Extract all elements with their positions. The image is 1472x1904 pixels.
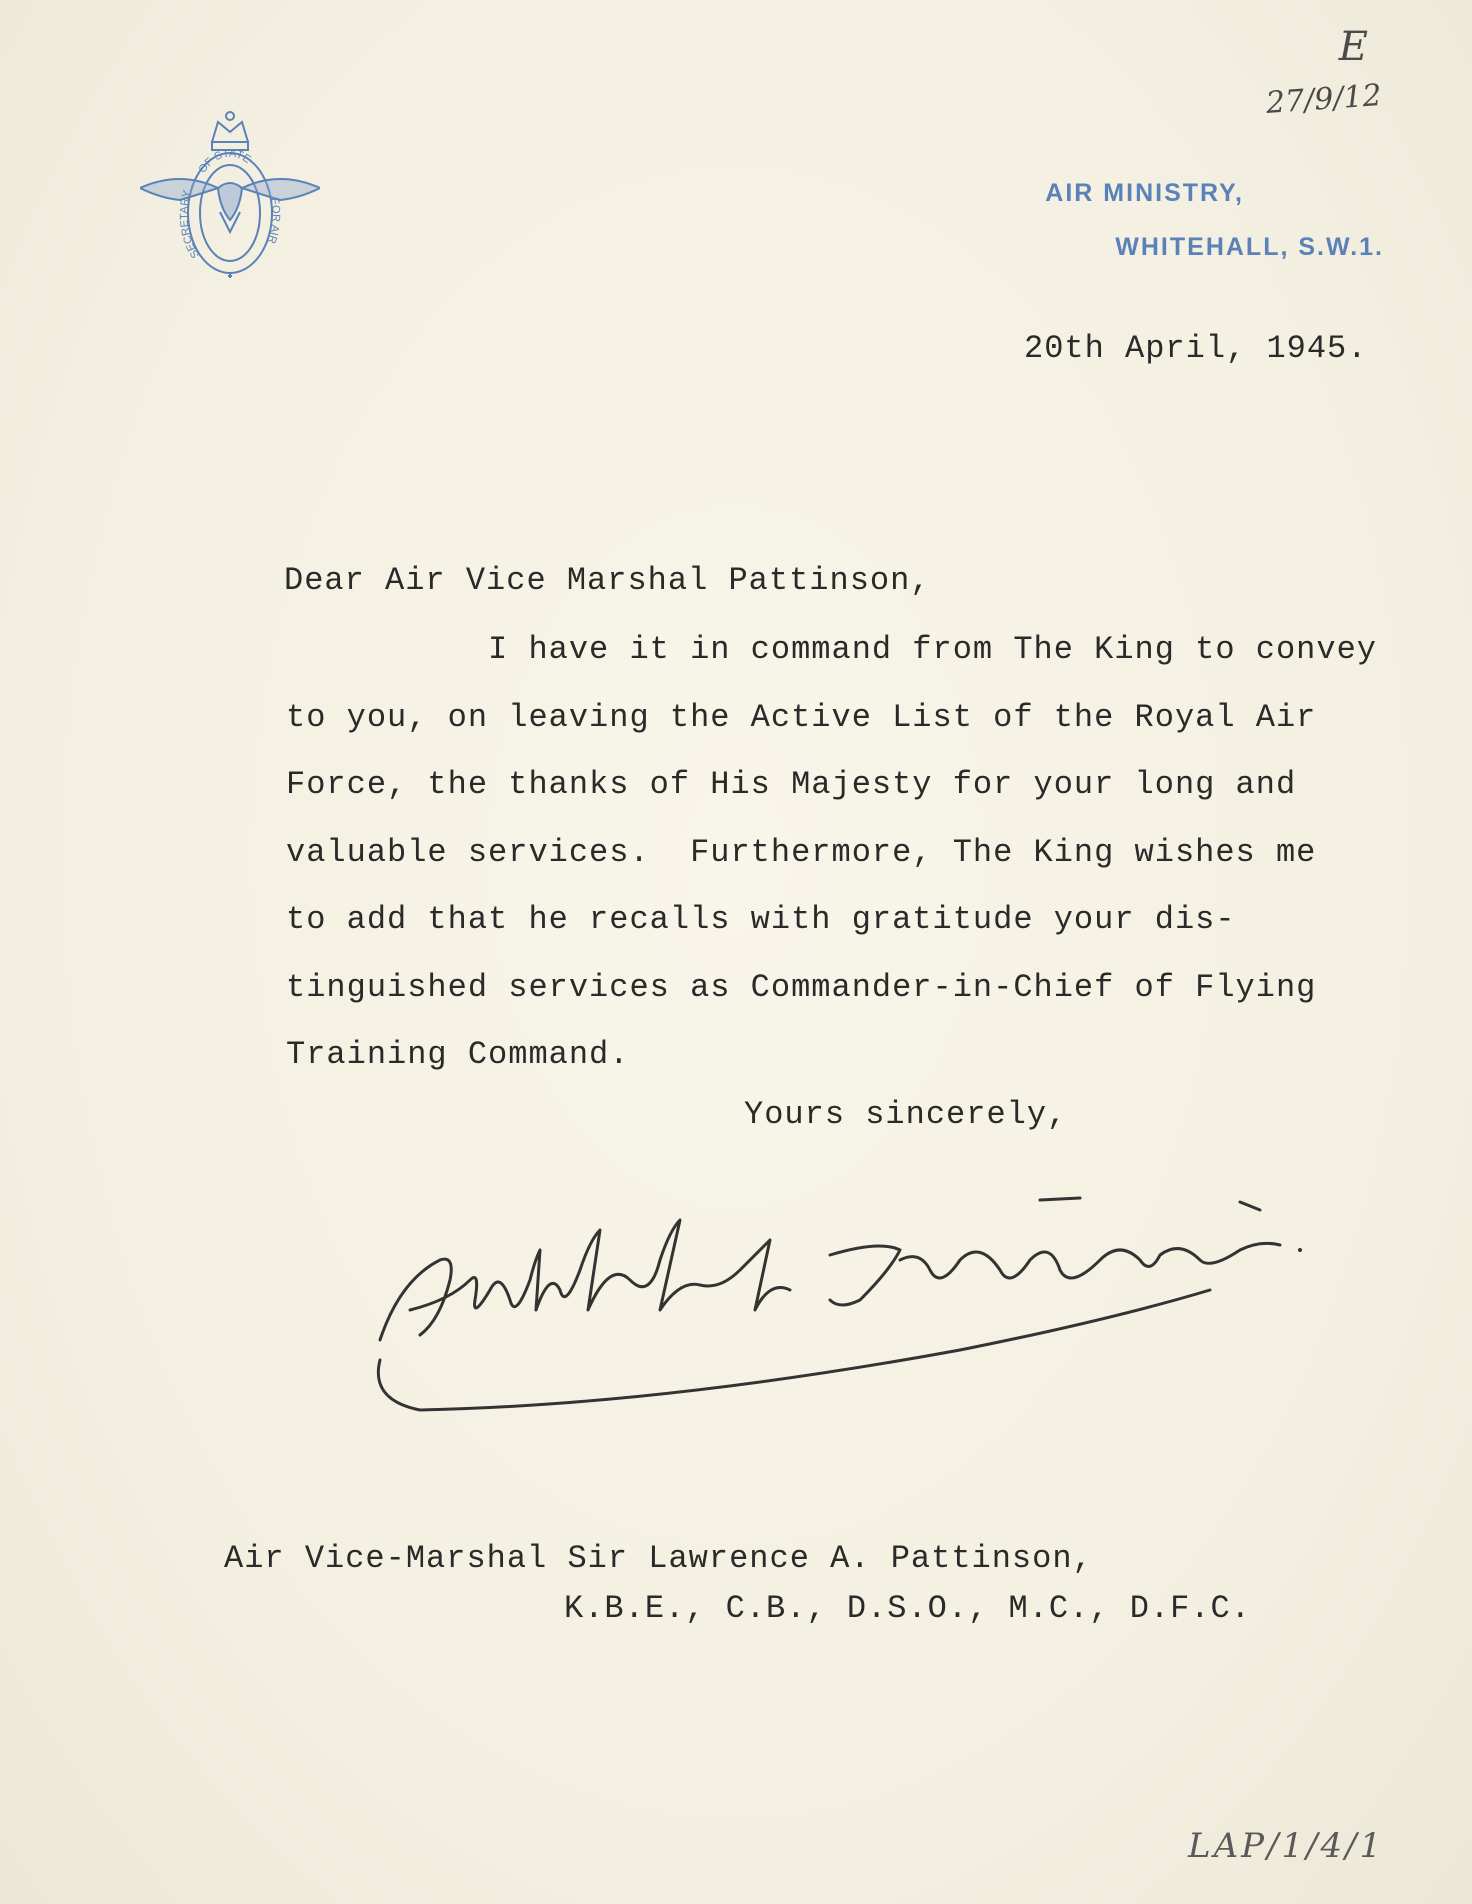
body-line: Training Command.: [286, 1036, 630, 1073]
letterhead-address: [1045, 166, 1384, 274]
handwritten-annotation-date: 27/9/12: [1265, 78, 1384, 121]
body-line: Force, the thanks of His Majesty for your long and: [286, 766, 1297, 803]
handwritten-signature-icon: [360, 1160, 1320, 1420]
crest-top-text: OF STATE: [196, 147, 253, 176]
archive-reference: LAP/1/4/1: [1188, 1826, 1385, 1866]
body-line: I have it in command from The King to convey: [286, 631, 1377, 668]
letter-date: 20th April, 1945.: [1024, 330, 1368, 367]
addressee-honours: K.B.E., C.B., D.S.O., M.C., D.F.C.: [564, 1590, 1251, 1627]
crest-left-text: SECRETARY: [178, 189, 203, 261]
body-line: valuable services. Furthermore, The King wishes me: [286, 833, 1317, 871]
crest-right-text: FOR AIR: [264, 196, 282, 245]
body-line: to you, on leaving the Active List of the Royal Air: [286, 698, 1317, 736]
salutation: Dear Air Vice Marshal Pattinson,: [284, 562, 931, 599]
body-line: to add that he recalls with gratitude your dis-: [286, 901, 1236, 938]
closing: Yours sincerely,: [744, 1096, 1068, 1133]
letterhead-line-1: AIR MINISTRY,: [1045, 179, 1244, 207]
addressee-block: [224, 1534, 1251, 1634]
letterhead-line-2: WHITEHALL, S.W.1.: [1115, 233, 1384, 261]
raf-crest-icon: [140, 108, 320, 288]
svg-text:FOR AIR: [265, 197, 282, 245]
body-line: tinguished services as Commander-in-Chief of Flying: [286, 968, 1317, 1006]
handwritten-annotation-letter: E: [1338, 24, 1368, 70]
addressee-name: Air Vice-Marshal Sir Lawrence A. Pattinson,: [224, 1540, 1093, 1577]
svg-text:SECRETARY: [178, 188, 202, 260]
letter-body: [286, 616, 1406, 1089]
